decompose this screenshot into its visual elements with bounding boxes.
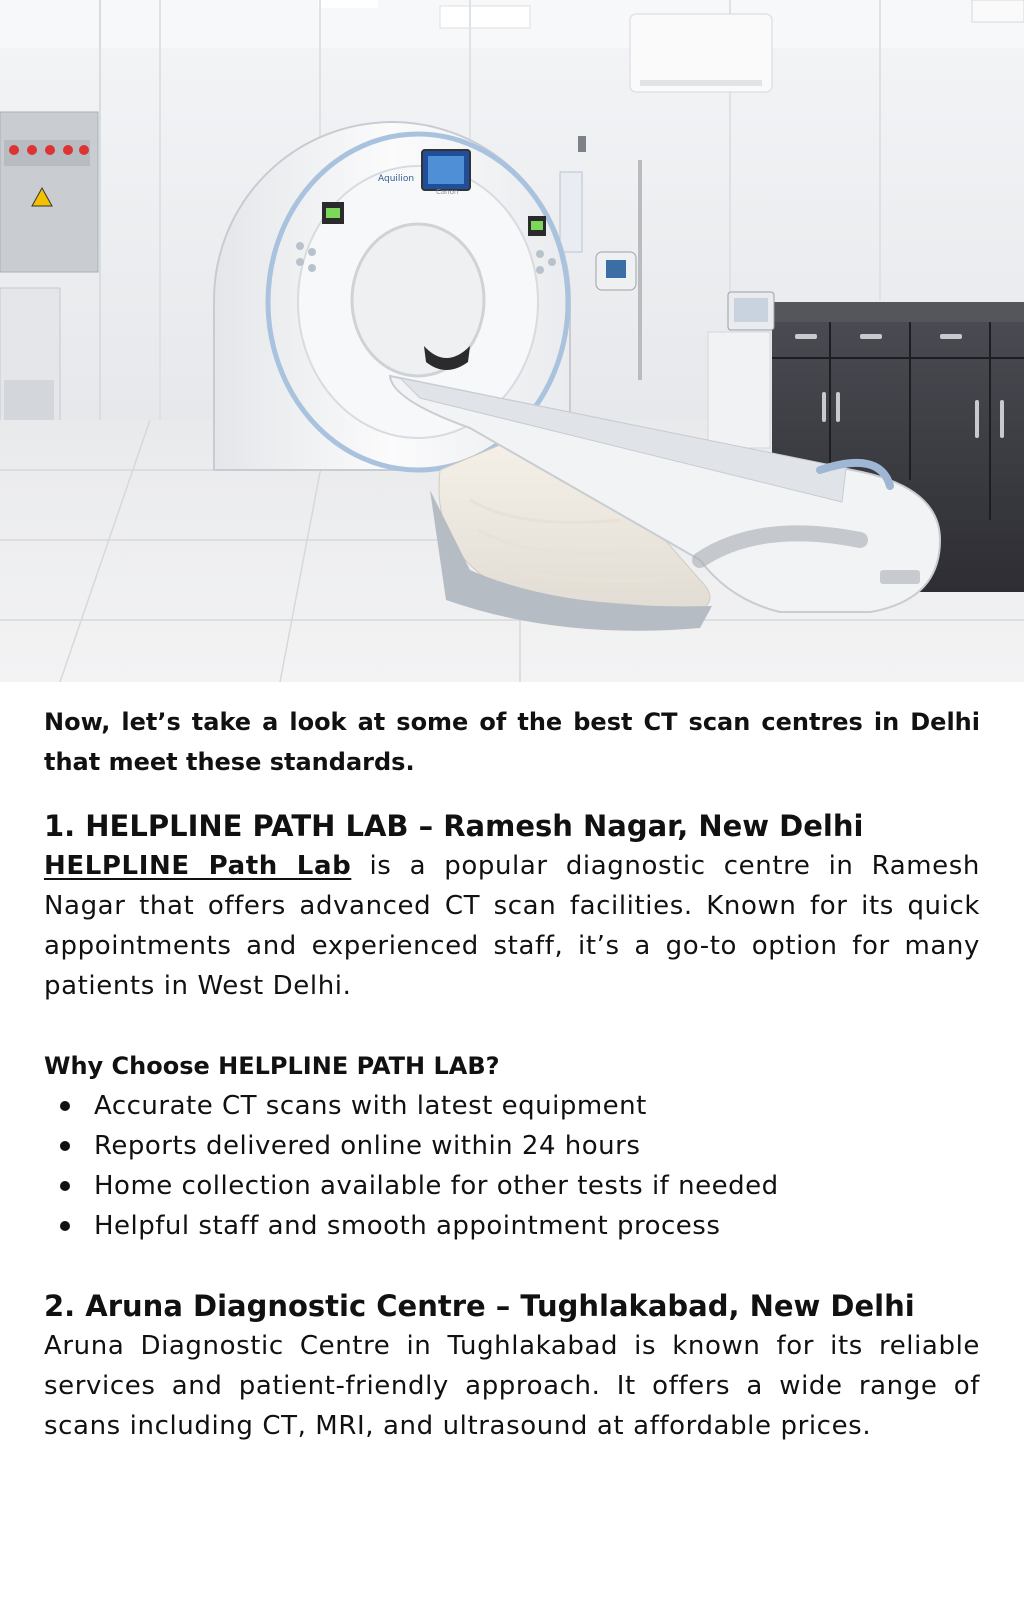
helpline-path-lab-link[interactable]: HELPLINE Path Lab [44, 851, 352, 881]
list-item-text: Home collection available for other tests if needed [94, 1171, 779, 1201]
list-item-text: Reports delivered online within 24 hours [94, 1131, 641, 1161]
list-item [44, 1086, 980, 1126]
section-helpline-path-lab [44, 806, 980, 1246]
gantry-maker-label: Canon [436, 188, 459, 196]
ct-scanner-room-illustration [0, 0, 1024, 682]
list-item [44, 1166, 980, 1206]
section-description [44, 846, 980, 1006]
section-description-text: is a popular diagnostic centre in Ramesh Nagar that offers advanced CT scan facilities. Known for its quick appointments and experienced staff, it’s a go-to option for many patients in West Delhi. [44, 851, 980, 1001]
hero-image [0, 0, 1024, 682]
article-body [44, 702, 980, 1446]
section-heading: 1. HELPLINE PATH LAB – Ramesh Nagar, New Delhi [44, 809, 864, 843]
bullet-dot-icon [60, 1141, 70, 1151]
why-choose-heading: Why Choose HELPLINE PATH LAB? [44, 1052, 500, 1080]
section-heading: 2. Aruna Diagnostic Centre – Tughlakabad, New Delhi [44, 1289, 915, 1323]
gantry-brand-label: Aquilion [378, 174, 415, 184]
bullet-dot-icon [60, 1181, 70, 1191]
list-item-text: Accurate CT scans with latest equipment [94, 1091, 647, 1121]
intro-paragraph: Now, let’s take a look at some of the best CT scan centres in Delhi that meet these standards. [44, 708, 980, 776]
list-item [44, 1126, 980, 1166]
bullet-dot-icon [60, 1221, 70, 1231]
why-choose-list [44, 1086, 980, 1246]
bullet-dot-icon [60, 1101, 70, 1111]
section-description: Aruna Diagnostic Centre in Tughlakabad is known for its reliable services and patient-friendly approach. It offers a wide range of scans including CT, MRI, and ultrasound at affordable prices. [44, 1331, 980, 1441]
list-item-text: Helpful staff and smooth appointment process [94, 1211, 721, 1241]
list-item [44, 1206, 980, 1246]
section-aruna-diagnostic-centre [44, 1286, 980, 1446]
